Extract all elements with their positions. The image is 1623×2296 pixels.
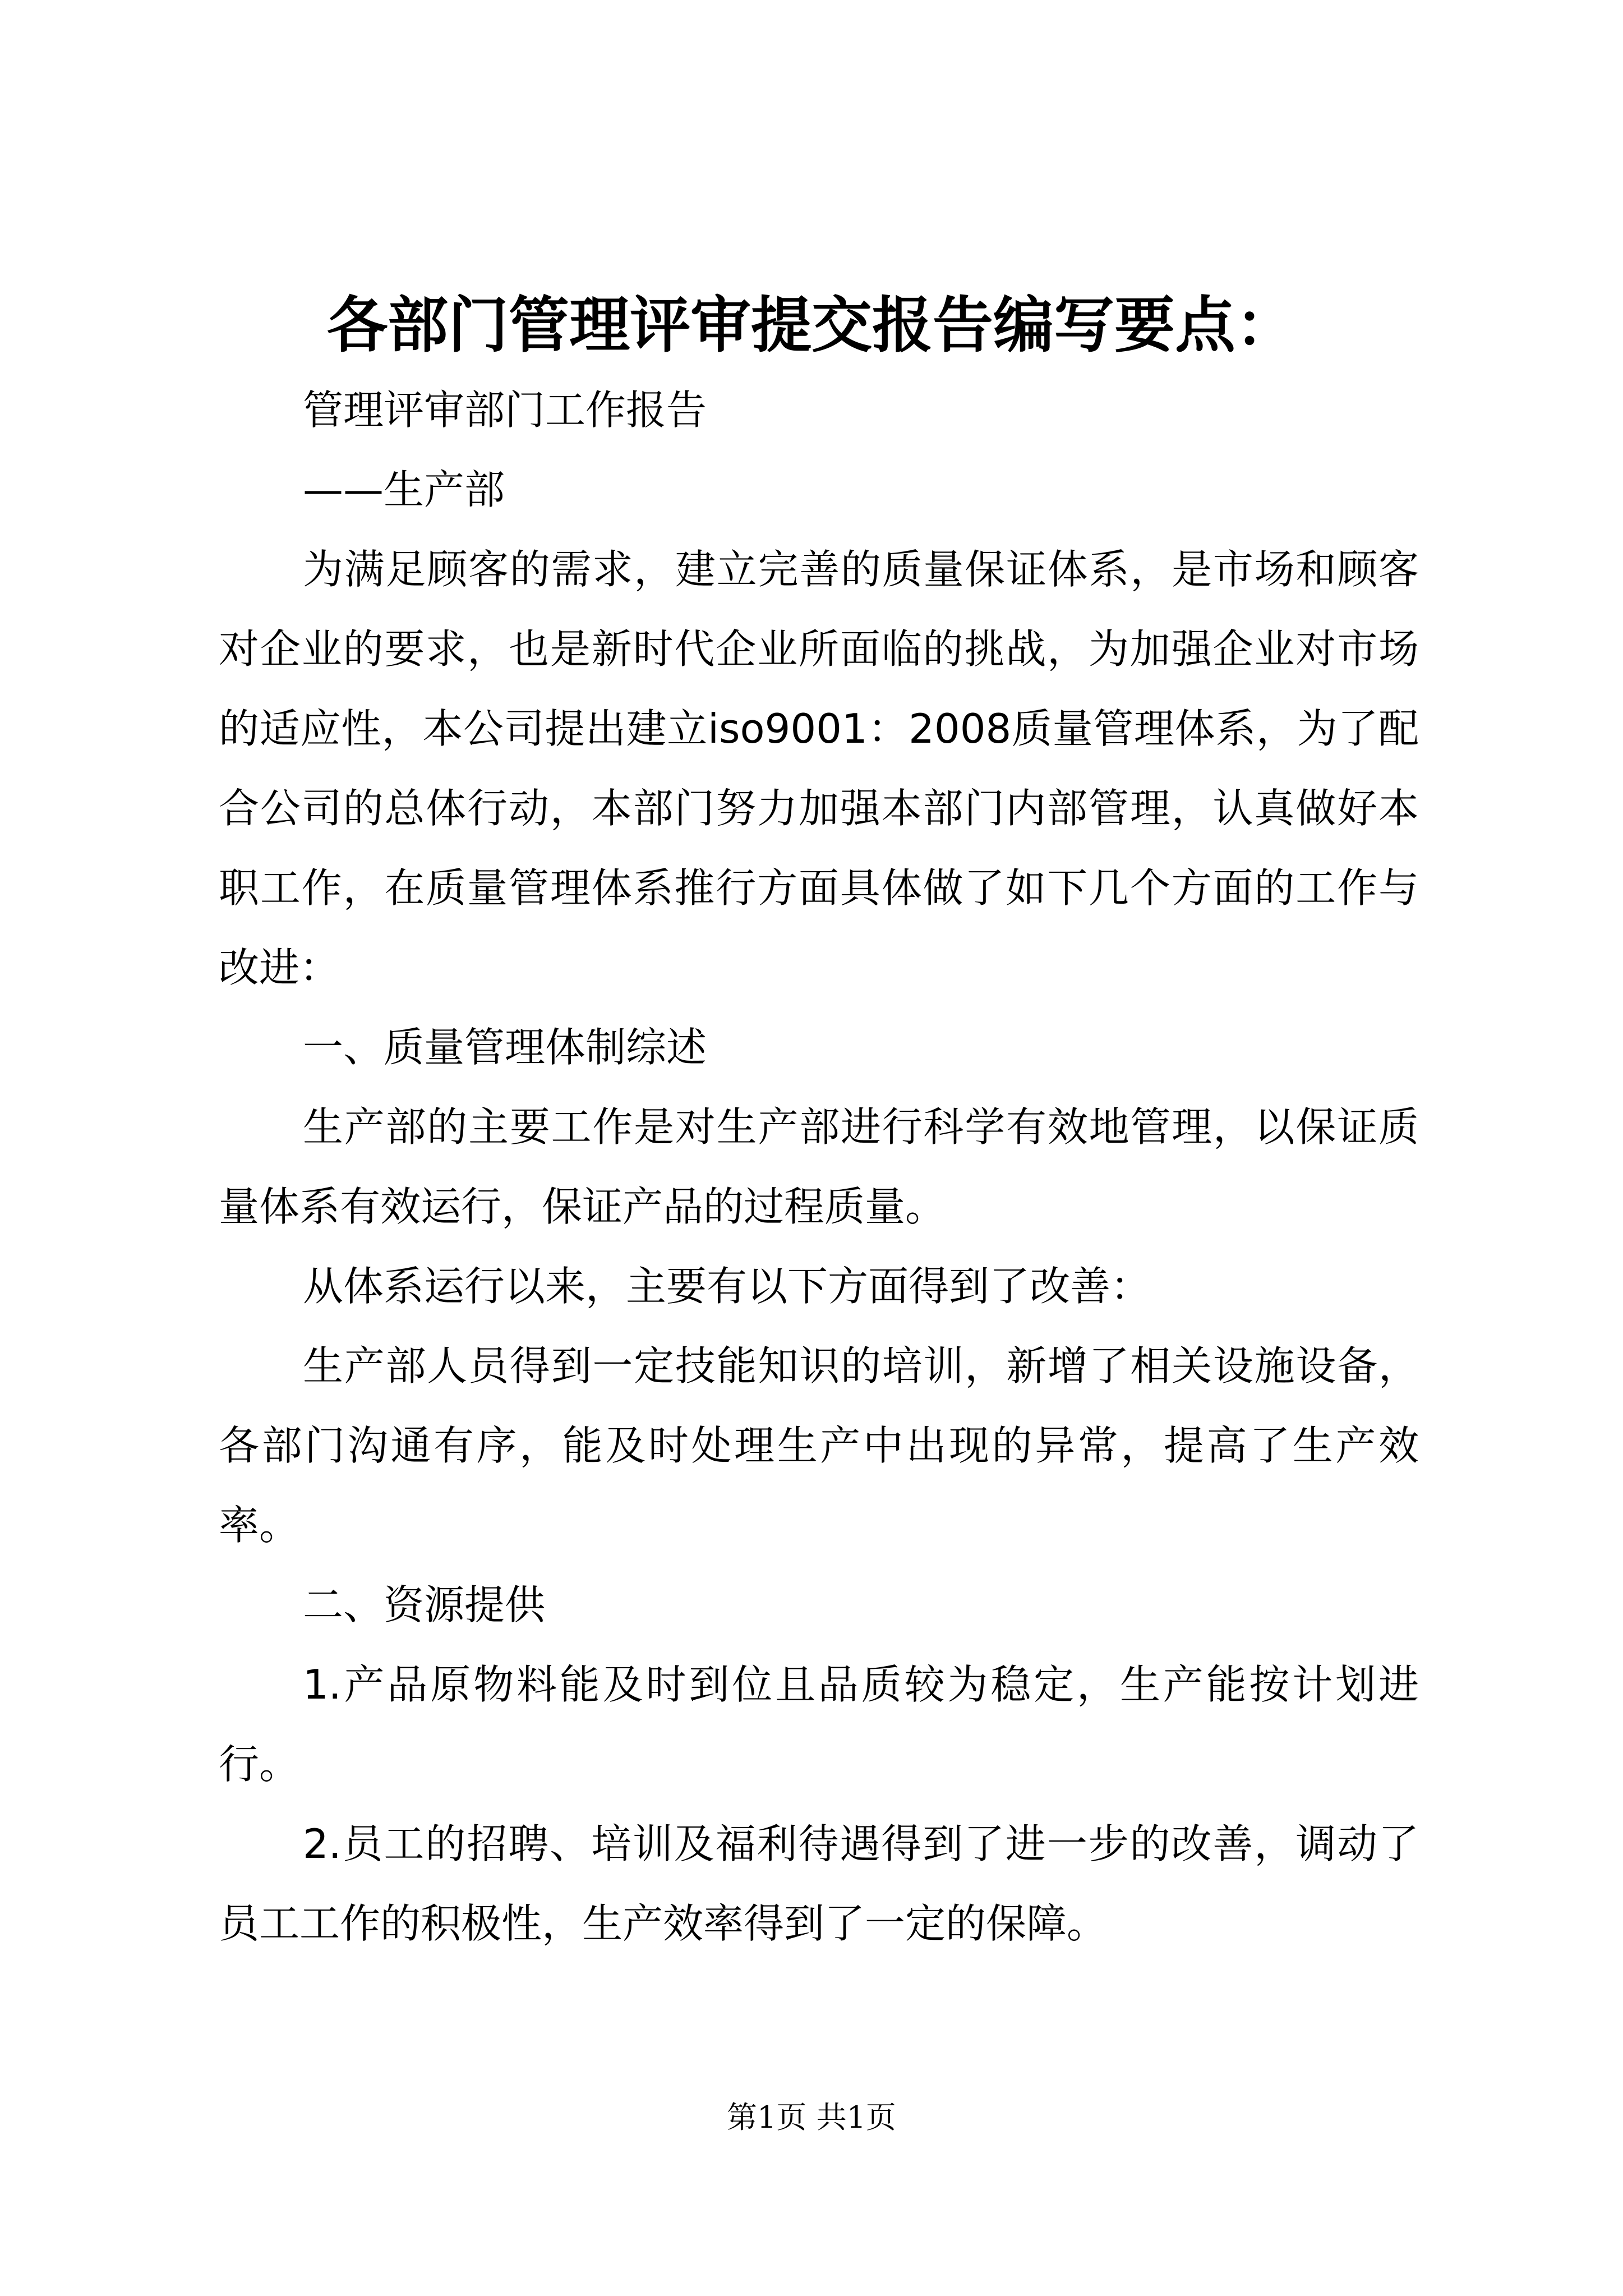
department-name: ——生产部 — [303, 466, 505, 513]
document-title: 各部门管理评审提交报告编写要点： — [326, 290, 1296, 361]
list-item: 2.员工的招聘、培训及福利待遇得到了进一步的改善，调动了员工工作的积极性，生产效率得到了一定的保障。 — [219, 1820, 1419, 1947]
document-body — [219, 370, 1419, 1963]
body-paragraph: 为满足顾客的需求，建立完善的质量保证体系，是市场和顾客对企业的要求，也是新时代企业所面临的挑战，为加强企业对市场的适应性，本公司提出建立iso9001：2008质量管理体系，为了配合公司的总体行动，本部门努力加强本部门内部管理，认真做好本职工作，在质量管理体系推行方面具体做了如下几个方面的工作与改进： — [219, 546, 1419, 991]
page-footer: 第1页 共1页 — [727, 2100, 896, 2135]
list-item: 1.产品原物料能及时到位且品质较为稳定，生产能按计划进行。 — [219, 1661, 1419, 1788]
report-subtitle: 管理评审部门工作报告 — [303, 386, 707, 434]
body-paragraph: 生产部人员得到一定技能知识的培训，新增了相关设施设备，各部门沟通有序，能及时处理生产中出现的异常，提高了生产效率。 — [219, 1342, 1419, 1549]
body-paragraph: 生产部的主要工作是对生产部进行科学有效地管理，以保证质量体系有效运行，保证产品的过程质量。 — [219, 1103, 1419, 1230]
section-heading: 一、质量管理体制综述 — [303, 1024, 707, 1071]
body-paragraph: 从体系运行以来，主要有以下方面得到了改善： — [303, 1263, 1151, 1310]
section-heading: 二、资源提供 — [303, 1581, 546, 1628]
